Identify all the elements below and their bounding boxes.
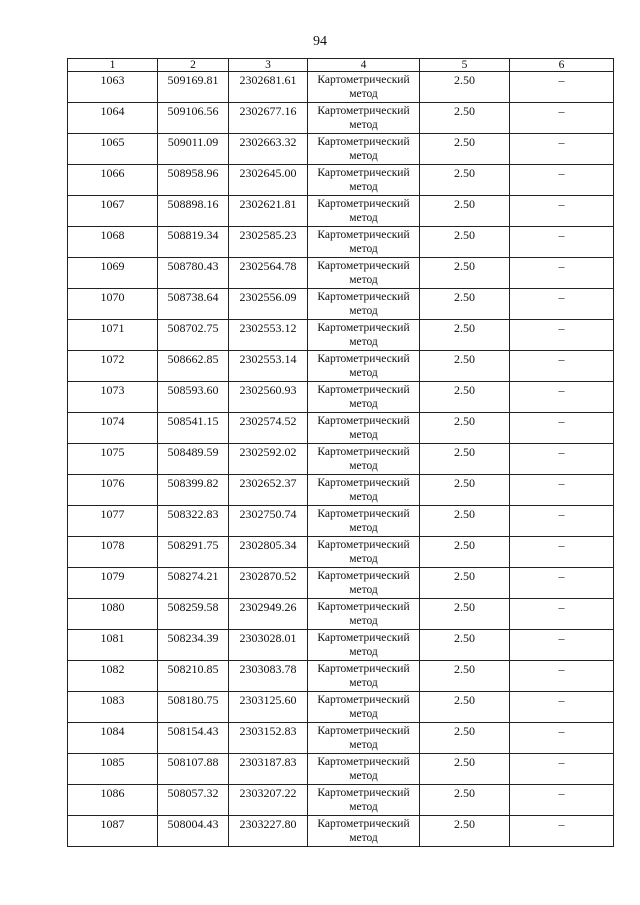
table-row: [68, 692, 614, 723]
method-line-1: Картометрический: [317, 291, 410, 303]
y-coordinate-cell: 2302574.52: [229, 413, 308, 444]
note-cell: –: [510, 351, 614, 382]
method-line-2: метод: [349, 429, 378, 441]
column-header-6: 6: [510, 59, 614, 72]
note-cell: –: [510, 320, 614, 351]
point-number-cell: 1087: [68, 816, 158, 847]
method-line-1: Картометрический: [317, 229, 410, 241]
table-row: [68, 196, 614, 227]
note-cell: –: [510, 289, 614, 320]
accuracy-cell: 2.50: [420, 816, 510, 847]
table-body: [68, 72, 614, 847]
accuracy-cell: 2.50: [420, 413, 510, 444]
accuracy-cell: 2.50: [420, 537, 510, 568]
accuracy-cell: 2.50: [420, 444, 510, 475]
note-cell: –: [510, 72, 614, 103]
table-row: [68, 258, 614, 289]
method-line-2: метод: [349, 491, 378, 503]
column-header-3: 3: [229, 59, 308, 72]
accuracy-cell: 2.50: [420, 599, 510, 630]
x-coordinate-cell: 508593.60: [158, 382, 229, 413]
x-coordinate-cell: 508057.32: [158, 785, 229, 816]
y-coordinate-cell: 2302949.26: [229, 599, 308, 630]
accuracy-cell: 2.50: [420, 134, 510, 165]
note-cell: –: [510, 382, 614, 413]
method-line-2: метод: [349, 615, 378, 627]
table-row: [68, 475, 614, 506]
x-coordinate-cell: 509169.81: [158, 72, 229, 103]
point-number-cell: 1070: [68, 289, 158, 320]
method-line-2: метод: [349, 522, 378, 534]
method-cell: [308, 630, 420, 661]
table-row: [68, 630, 614, 661]
method-line-2: метод: [349, 88, 378, 100]
point-number-cell: 1065: [68, 134, 158, 165]
y-coordinate-cell: 2302564.78: [229, 258, 308, 289]
page-number: 94: [313, 34, 327, 49]
accuracy-cell: 2.50: [420, 351, 510, 382]
table-row: [68, 661, 614, 692]
method-cell: [308, 382, 420, 413]
table-row: [68, 289, 614, 320]
x-coordinate-cell: 508489.59: [158, 444, 229, 475]
x-coordinate-cell: 508738.64: [158, 289, 229, 320]
point-number-cell: 1067: [68, 196, 158, 227]
note-cell: –: [510, 413, 614, 444]
method-line-1: Картометрический: [317, 198, 410, 210]
coordinates-table: [67, 58, 614, 847]
column-header-2: 2: [158, 59, 229, 72]
accuracy-cell: 2.50: [420, 692, 510, 723]
method-line-1: Картометрический: [317, 694, 410, 706]
y-coordinate-cell: 2302553.12: [229, 320, 308, 351]
point-number-cell: 1066: [68, 165, 158, 196]
accuracy-cell: 2.50: [420, 568, 510, 599]
point-number-cell: 1068: [68, 227, 158, 258]
note-cell: –: [510, 723, 614, 754]
method-cell: [308, 444, 420, 475]
table-row: [68, 785, 614, 816]
method-line-2: метод: [349, 181, 378, 193]
y-coordinate-cell: 2303227.80: [229, 816, 308, 847]
note-cell: –: [510, 506, 614, 537]
point-number-cell: 1064: [68, 103, 158, 134]
method-line-2: метод: [349, 460, 378, 472]
method-line-2: метод: [349, 553, 378, 565]
method-line-1: Картометрический: [317, 725, 410, 737]
table-row: [68, 413, 614, 444]
table-row: [68, 754, 614, 785]
point-number-cell: 1086: [68, 785, 158, 816]
method-cell: [308, 258, 420, 289]
method-line-2: метод: [349, 150, 378, 162]
method-line-2: метод: [349, 801, 378, 813]
note-cell: –: [510, 475, 614, 506]
method-cell: [308, 227, 420, 258]
y-coordinate-cell: 2302663.32: [229, 134, 308, 165]
accuracy-cell: 2.50: [420, 754, 510, 785]
method-line-1: Картометрический: [317, 322, 410, 334]
method-line-1: Картометрический: [317, 570, 410, 582]
y-coordinate-cell: 2302677.16: [229, 103, 308, 134]
table-row: [68, 816, 614, 847]
accuracy-cell: 2.50: [420, 475, 510, 506]
y-coordinate-cell: 2302681.61: [229, 72, 308, 103]
method-line-1: Картометрический: [317, 353, 410, 365]
y-coordinate-cell: 2303083.78: [229, 661, 308, 692]
x-coordinate-cell: 508107.88: [158, 754, 229, 785]
accuracy-cell: 2.50: [420, 382, 510, 413]
method-line-2: метод: [349, 305, 378, 317]
y-coordinate-cell: 2302750.74: [229, 506, 308, 537]
table-row: [68, 568, 614, 599]
note-cell: –: [510, 754, 614, 785]
method-line-1: Картометрический: [317, 787, 410, 799]
accuracy-cell: 2.50: [420, 103, 510, 134]
table-row: [68, 227, 614, 258]
x-coordinate-cell: 508662.85: [158, 351, 229, 382]
method-line-2: метод: [349, 212, 378, 224]
note-cell: –: [510, 196, 614, 227]
accuracy-cell: 2.50: [420, 506, 510, 537]
method-line-2: метод: [349, 739, 378, 751]
note-cell: –: [510, 568, 614, 599]
x-coordinate-cell: 508702.75: [158, 320, 229, 351]
note-cell: –: [510, 816, 614, 847]
method-cell: [308, 413, 420, 444]
point-number-cell: 1078: [68, 537, 158, 568]
point-number-cell: 1072: [68, 351, 158, 382]
x-coordinate-cell: 508210.85: [158, 661, 229, 692]
point-number-cell: 1073: [68, 382, 158, 413]
method-cell: [308, 351, 420, 382]
accuracy-cell: 2.50: [420, 196, 510, 227]
method-line-1: Картометрический: [317, 415, 410, 427]
method-line-2: метод: [349, 832, 378, 844]
column-header-1: 1: [68, 59, 158, 72]
accuracy-cell: 2.50: [420, 289, 510, 320]
note-cell: –: [510, 599, 614, 630]
method-cell: [308, 692, 420, 723]
x-coordinate-cell: 508234.39: [158, 630, 229, 661]
x-coordinate-cell: 508399.82: [158, 475, 229, 506]
table-row: [68, 444, 614, 475]
table-row: [68, 723, 614, 754]
method-cell: [308, 103, 420, 134]
point-number-cell: 1084: [68, 723, 158, 754]
note-cell: –: [510, 537, 614, 568]
method-line-2: метод: [349, 398, 378, 410]
accuracy-cell: 2.50: [420, 661, 510, 692]
x-coordinate-cell: 508541.15: [158, 413, 229, 444]
method-cell: [308, 537, 420, 568]
y-coordinate-cell: 2303152.83: [229, 723, 308, 754]
note-cell: –: [510, 165, 614, 196]
note-cell: –: [510, 661, 614, 692]
method-line-1: Картометрический: [317, 167, 410, 179]
method-line-1: Картометрический: [317, 508, 410, 520]
point-number-cell: 1063: [68, 72, 158, 103]
method-cell: [308, 72, 420, 103]
note-cell: –: [510, 134, 614, 165]
y-coordinate-cell: 2302553.14: [229, 351, 308, 382]
point-number-cell: 1085: [68, 754, 158, 785]
method-cell: [308, 816, 420, 847]
table-row: [68, 382, 614, 413]
y-coordinate-cell: 2302870.52: [229, 568, 308, 599]
method-line-2: метод: [349, 119, 378, 131]
note-cell: –: [510, 785, 614, 816]
y-coordinate-cell: 2302805.34: [229, 537, 308, 568]
point-number-cell: 1071: [68, 320, 158, 351]
method-line-1: Картометрический: [317, 384, 410, 396]
table-row: [68, 103, 614, 134]
x-coordinate-cell: 508291.75: [158, 537, 229, 568]
method-cell: [308, 165, 420, 196]
table-row: [68, 165, 614, 196]
method-cell: [308, 506, 420, 537]
note-cell: –: [510, 692, 614, 723]
method-line-1: Картометрический: [317, 601, 410, 613]
method-cell: [308, 289, 420, 320]
point-number-cell: 1077: [68, 506, 158, 537]
y-coordinate-cell: 2302592.02: [229, 444, 308, 475]
table-row: [68, 506, 614, 537]
method-line-2: метод: [349, 243, 378, 255]
note-cell: –: [510, 630, 614, 661]
note-cell: –: [510, 258, 614, 289]
method-line-2: метод: [349, 336, 378, 348]
point-number-cell: 1074: [68, 413, 158, 444]
y-coordinate-cell: 2302645.00: [229, 165, 308, 196]
method-line-1: Картометрический: [317, 632, 410, 644]
method-line-2: метод: [349, 274, 378, 286]
method-cell: [308, 723, 420, 754]
note-cell: –: [510, 227, 614, 258]
method-line-1: Картометрический: [317, 818, 410, 830]
y-coordinate-cell: 2302652.37: [229, 475, 308, 506]
point-number-cell: 1082: [68, 661, 158, 692]
method-line-1: Картометрический: [317, 74, 410, 86]
method-cell: [308, 475, 420, 506]
method-line-1: Картометрический: [317, 446, 410, 458]
accuracy-cell: 2.50: [420, 320, 510, 351]
method-line-2: метод: [349, 367, 378, 379]
x-coordinate-cell: 508274.21: [158, 568, 229, 599]
method-line-2: метод: [349, 708, 378, 720]
table-row: [68, 134, 614, 165]
y-coordinate-cell: 2302585.23: [229, 227, 308, 258]
accuracy-cell: 2.50: [420, 227, 510, 258]
table-row: [68, 72, 614, 103]
y-coordinate-cell: 2303125.60: [229, 692, 308, 723]
y-coordinate-cell: 2303187.83: [229, 754, 308, 785]
method-line-1: Картометрический: [317, 477, 410, 489]
method-line-1: Картометрический: [317, 756, 410, 768]
point-number-cell: 1076: [68, 475, 158, 506]
method-cell: [308, 134, 420, 165]
method-cell: [308, 320, 420, 351]
column-header-5: 5: [420, 59, 510, 72]
point-number-cell: 1083: [68, 692, 158, 723]
y-coordinate-cell: 2302556.09: [229, 289, 308, 320]
accuracy-cell: 2.50: [420, 258, 510, 289]
x-coordinate-cell: 509106.56: [158, 103, 229, 134]
point-number-cell: 1081: [68, 630, 158, 661]
point-number-cell: 1075: [68, 444, 158, 475]
x-coordinate-cell: 509011.09: [158, 134, 229, 165]
method-cell: [308, 661, 420, 692]
method-cell: [308, 785, 420, 816]
accuracy-cell: 2.50: [420, 165, 510, 196]
y-coordinate-cell: 2302560.93: [229, 382, 308, 413]
x-coordinate-cell: 508898.16: [158, 196, 229, 227]
method-line-2: метод: [349, 770, 378, 782]
accuracy-cell: 2.50: [420, 72, 510, 103]
x-coordinate-cell: 508004.43: [158, 816, 229, 847]
method-line-1: Картометрический: [317, 539, 410, 551]
x-coordinate-cell: 508259.58: [158, 599, 229, 630]
method-cell: [308, 196, 420, 227]
method-cell: [308, 754, 420, 785]
table-row: [68, 320, 614, 351]
method-line-1: Картометрический: [317, 260, 410, 272]
method-cell: [308, 599, 420, 630]
accuracy-cell: 2.50: [420, 785, 510, 816]
method-line-2: метод: [349, 646, 378, 658]
method-line-2: метод: [349, 677, 378, 689]
x-coordinate-cell: 508322.83: [158, 506, 229, 537]
table-row: [68, 599, 614, 630]
method-cell: [308, 568, 420, 599]
y-coordinate-cell: 2303028.01: [229, 630, 308, 661]
point-number-cell: 1080: [68, 599, 158, 630]
y-coordinate-cell: 2303207.22: [229, 785, 308, 816]
x-coordinate-cell: 508819.34: [158, 227, 229, 258]
note-cell: –: [510, 444, 614, 475]
table-header: [68, 59, 614, 72]
method-line-2: метод: [349, 584, 378, 596]
x-coordinate-cell: 508958.96: [158, 165, 229, 196]
y-coordinate-cell: 2302621.81: [229, 196, 308, 227]
point-number-cell: 1079: [68, 568, 158, 599]
note-cell: –: [510, 103, 614, 134]
method-line-1: Картометрический: [317, 136, 410, 148]
method-line-1: Картометрический: [317, 105, 410, 117]
accuracy-cell: 2.50: [420, 630, 510, 661]
table-row: [68, 351, 614, 382]
x-coordinate-cell: 508154.43: [158, 723, 229, 754]
x-coordinate-cell: 508780.43: [158, 258, 229, 289]
x-coordinate-cell: 508180.75: [158, 692, 229, 723]
accuracy-cell: 2.50: [420, 723, 510, 754]
header-row: [68, 59, 614, 72]
column-header-4: 4: [308, 59, 420, 72]
method-line-1: Картометрический: [317, 663, 410, 675]
point-number-cell: 1069: [68, 258, 158, 289]
table-row: [68, 537, 614, 568]
